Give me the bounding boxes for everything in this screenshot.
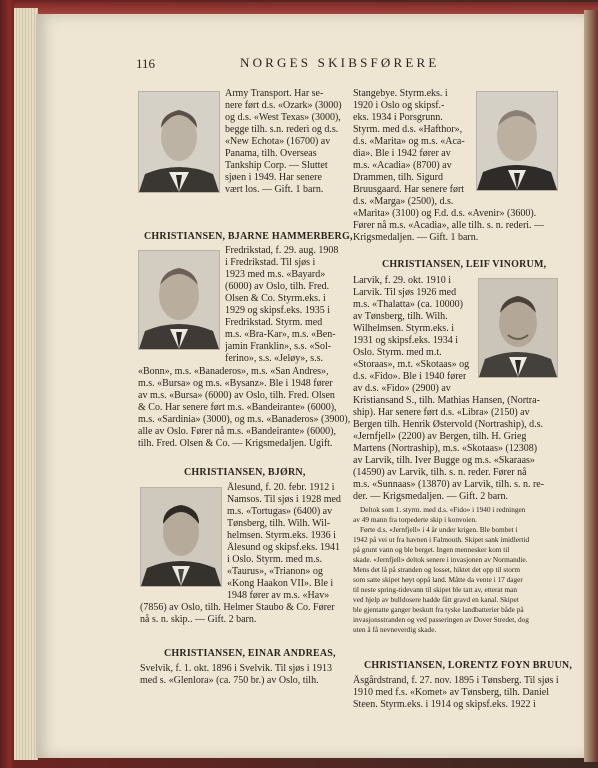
col1-entry-1-line-6: Fredrikstad. Styrm. med (225, 317, 323, 328)
col1-entry-1-line-5: 1929 og skipsf.eks. 1935 i (225, 305, 330, 316)
col1-entry-0-line-0: Army Transport. Har se- (225, 88, 324, 99)
col1-entry-1-line-15: alle av Oslo. Fører nå m.s. «Bandeirante» (6000), (138, 426, 337, 437)
page-stack-edge (14, 8, 38, 760)
col2-heading-christiansen-leif: CHRISTIANSEN, LEIF VINORUM, (382, 259, 547, 270)
col1-heading-christiansen-einar: CHRISTIANSEN, EINAR ANDREAS, (164, 648, 336, 659)
col1-entry-1-line-8: jamin Franklin», s.s. «Sol- (225, 341, 332, 352)
col2-entry-1-line-16: (14590) av Larvik, tilh. s. n. reder. Fører nå (353, 467, 527, 478)
col1-entry-1-line-7: m.s. «Bra-Kar», m.s. «Ben- (225, 329, 336, 340)
col1-entry-2-line-5: Ålesund og skipsf.eks. 1941 (227, 542, 341, 553)
col2-note-line-2: Førte d.s. «Jernfjell» i 4 år under krigen. Ble bombet i (360, 525, 518, 534)
portrait-4-image (477, 92, 557, 190)
col1-entry-2-line-4: helmsen. Styrm.eks. 1936 i (227, 530, 336, 541)
page-number: 116 (136, 56, 156, 71)
portrait-photo-4 (476, 91, 558, 191)
portrait-2-image (139, 251, 219, 349)
col2-entry-1-line-15: av Larvik, tilh. Iver Bugge og m.s. «Skaraas» (353, 455, 535, 466)
col1-entry-1-line-0: Fredrikstad, f. 29. aug. 1908 (225, 245, 339, 256)
col1-entry-1-line-3: (6000) av Oslo, tilh. Fred. (225, 281, 330, 292)
col2-entry-1-line-8: d.s. «Fido». Ble i 1940 fører (353, 371, 467, 382)
col1-entry-2-line-9: 1948 fører av m.s. «Hav» (227, 590, 330, 601)
portrait-1-image (139, 92, 219, 192)
col1-entry-2-line-3: Tønsberg, tilh. Wilh. Wil- (227, 518, 331, 529)
book-right-edge (584, 10, 598, 762)
col2-note-line-4: på grunt vann og ble berget. Ingen mennesker kom til (353, 545, 510, 554)
portrait-photo-1 (138, 91, 220, 193)
col2-entry-2-line-0: Åsgårdstrand, f. 27. nov. 1895 i Tønsberg. Til sjøs i (353, 675, 559, 686)
col1-entry-2-line-10: (7856) av Oslo, tilh. Helmer Staubo & Co. Fører (140, 602, 335, 613)
col1-entry-0-line-4: «New Echota» (16700) av (225, 136, 331, 147)
col2-entry-0-line-3: Styrm. med d.s. «Hafthor», (353, 124, 463, 135)
col1-entry-0-line-1: nere ført d.s. «Ozark» (3000) (225, 100, 342, 111)
col2-entry-2-line-2: Steen. Styrm.eks. i 1914 og skipsf.eks. 1922 i (353, 699, 536, 710)
col2-note-line-10: ble gjentatte ganger beskutt fra tyske landbatterier både på (353, 605, 524, 614)
col2-note-line-1: av 49 mann fra torpederte skip i konvoien. (353, 515, 478, 524)
col1-entry-2-line-2: m.s. «Tortugas» (6400) av (227, 506, 333, 517)
col2-entry-1-line-1: Larvik. Til sjøs 1926 med (353, 287, 457, 298)
col1-entry-1-line-10: «Bonn», m.s. «Banaderos», m.s. «San Andres», (138, 366, 329, 377)
col2-entry-0-line-5: dia». Ble i 1942 fører av (353, 148, 451, 159)
book-top-edge (14, 2, 598, 14)
col2-entry-1-line-11: ship). Har senere ført d.s. «Libra» (2150) av (353, 407, 530, 418)
col2-entry-1-line-12: Bergen tilh. Henrik Østervold (Nortraship), d.s. (353, 419, 544, 430)
col1-entry-0-line-2: og d.s. «West Texas» (3000), (225, 112, 341, 123)
col2-entry-0-line-1: 1920 i Oslo og skipsf.- (353, 100, 445, 111)
col2-entry-0-line-8: Bruusgaard. Har senere ført (353, 184, 465, 195)
col2-note-line-3: 1942 på vei ut fra havnen i Falmouth. Skipet sank imidlertid (353, 535, 530, 544)
col1-entry-1-line-11: m.s. «Bursa» og m.s. «Bysanz». Ble i 1948 fører (138, 378, 333, 389)
col2-entry-0-line-2: eks. 1934 i Porsgrunn. (353, 112, 443, 123)
col2-note-line-7: som satte skipet høyt oppå land. Måtte da vente i 17 dager (353, 575, 523, 584)
col2-heading-christiansen-lorentz: CHRISTIANSEN, LORENTZ FOYN BRUUN, (364, 660, 573, 671)
col1-entry-0-line-7: sjøen i 1949. Har senere (225, 172, 322, 183)
col2-entry-0-line-10: «Marita» (3100) og F.d. d.s. «Avenir» (3600). (353, 208, 537, 219)
col1-heading-christiansen-bjorn: CHRISTIANSEN, BJØRN, (184, 467, 306, 478)
col2-entry-1-line-0: Larvik, f. 29. okt. 1910 i (353, 275, 452, 286)
col2-entry-0-line-11: Fører nå m.s. «Acadia», alle tilh. s. n. rederi. — (353, 220, 545, 231)
col2-entry-1-line-2: m.s. «Thalatta» (ca. 10000) (353, 299, 463, 310)
col1-entry-2-line-8: «Kong Haakon VII». Ble i (227, 578, 334, 589)
col2-note-line-11: invasjonsstranden og ved passeringen av Dover Stredet, dog (353, 615, 529, 624)
col1-entry-2-line-7: «Taurus», «Trianon» og (227, 566, 323, 577)
col2-entry-1-line-13: «Jernfjell» (2200) av Bergen, tilh. H. Grieg (353, 431, 527, 442)
col2-entry-0-line-6: m.s. «Acadia» (8700) av (353, 160, 452, 171)
col2-entry-1-line-4: Wilhelmsen. Styrm.eks. i (353, 323, 454, 334)
col1-entry-0-line-3: begge tilh. s.n. rederi og d.s. (225, 124, 339, 135)
col1-entry-2-line-0: Ålesund, f. 20. febr. 1912 i (227, 482, 335, 493)
col1-entry-0-line-5: Panama, tilh. Overseas (225, 148, 317, 159)
col2-note-line-5: skade. «Jernfjell» deltok senere i invasjonen av Normandie. (353, 555, 528, 564)
col1-entry-3-line-1: med s. «Glenlora» (ca. 750 br.) av Oslo, tilh. (140, 675, 319, 686)
col2-note-line-9: ved hjelp av bulldosere hadde fått gravd en kanal. Skipet (353, 595, 519, 604)
col2-note-line-12: uten å få nevneverdig skade. (353, 625, 437, 634)
col1-entry-1-line-13: & Co. Har senere ført m.s. «Bandeirante» (6000), (138, 402, 337, 413)
col1-entry-1-line-2: 1923 med m.s. «Bayard» (225, 269, 326, 280)
portrait-photo-2 (138, 250, 220, 350)
col2-entry-1-line-6: Oslo. Styrm. med m.t. (353, 347, 442, 358)
col2-note-line-0: Deltok som 1. styrm. med d.s. «Fido» i 1940 i redningen (360, 505, 526, 514)
col1-entry-2-line-1: Namsos. Til sjøs i 1928 med (227, 494, 341, 505)
col2-entry-2-line-1: 1910 med f.s. «Komet» av Tønsberg, tilh. Daniel (353, 687, 549, 698)
portrait-5-image (479, 279, 557, 377)
running-title: NORGES SKIBSFØRERE (240, 55, 440, 70)
col1-entry-2-line-6: i Oslo. Styrm. med m.s. (227, 554, 323, 565)
portrait-3-image (141, 488, 221, 586)
col2-entry-0-line-7: Drammen, tilh. Sigurd (353, 172, 443, 183)
col1-entry-1-line-14: m.s. «Sardinia» (3000), og m.s. «Banaderos» (3900), (138, 414, 351, 425)
col1-entry-1-line-16: tilh. Fred. Olsen & Co. — Krigsmedaljen. Ugift. (138, 438, 333, 449)
portrait-photo-5 (478, 278, 558, 378)
col2-entry-1-line-18: der. — Krigsmedaljen. — Gift. 2 barn. (353, 491, 508, 502)
col2-entry-1-line-3: av Tønsberg, tilh. Wilh. (353, 311, 448, 322)
col1-entry-1-line-12: av m.s. «Bursa» (6000) av Oslo, tilh. Fred. Olsen (138, 390, 335, 401)
col2-entry-1-line-9: av d.s. «Fido» (2900) av (353, 383, 451, 394)
col2-entry-0-line-4: d.s. «Marita» og m.s. «Aca- (353, 136, 465, 147)
col2-entry-1-line-5: 1931 og skipsf.eks. 1934 i (353, 335, 458, 346)
col2-entry-0-line-0: Stangebye. Styrm.eks. i (353, 88, 448, 99)
col2-entry-1-line-17: m.s. «Sunnaas» (13870) av Larvik, tilh. s. n. re- (353, 479, 545, 490)
col2-entry-1-line-10: Kristiansand S., tilh. Mathias Hansen, (Nortra- (353, 395, 540, 406)
col2-note-line-6: Mens det lå på stranden og losset, hiktet det opp til storm (353, 565, 520, 574)
col1-entry-0-line-8: vært los. — Gift. 1 barn. (225, 184, 324, 195)
col2-note-line-8: til neste spring-tidevann til skipet ble tatt av, etterat man (353, 585, 518, 594)
col2-entry-0-line-12: Krigsmedaljen. — Gift. 1 barn. (353, 232, 479, 243)
col1-entry-1-line-1: i Fredrikstad. Til sjøs i (225, 257, 316, 268)
col2-entry-1-line-7: «Storaas», m.t. «Skotaas» og (353, 359, 470, 370)
col1-heading-christiansen-bjarne: CHRISTIANSEN, BJARNE HAMMERBERG, (144, 231, 353, 242)
col1-entry-0-line-6: Tankship Corp. — Sluttet (225, 160, 328, 171)
col1-entry-1-line-9: ferino», s.s. «Jeløy», s.s. (225, 353, 324, 364)
col1-entry-1-line-4: Olsen & Co. Styrm.eks. i (225, 293, 326, 304)
col1-entry-3-line-0: Svelvik, f. 1. okt. 1896 i Svelvik. Til sjøs i 1913 (140, 663, 332, 674)
col2-entry-0-line-9: d.s. «Marga» (2500), d.s. (353, 196, 454, 207)
col1-entry-2-line-11: nå s. n. skip.. — Gift. 2 barn. (140, 614, 257, 625)
portrait-photo-3 (140, 487, 222, 587)
col2-entry-1-line-14: Martens (Nortraship), m.s. «Skotaas» (12308) (353, 443, 538, 454)
